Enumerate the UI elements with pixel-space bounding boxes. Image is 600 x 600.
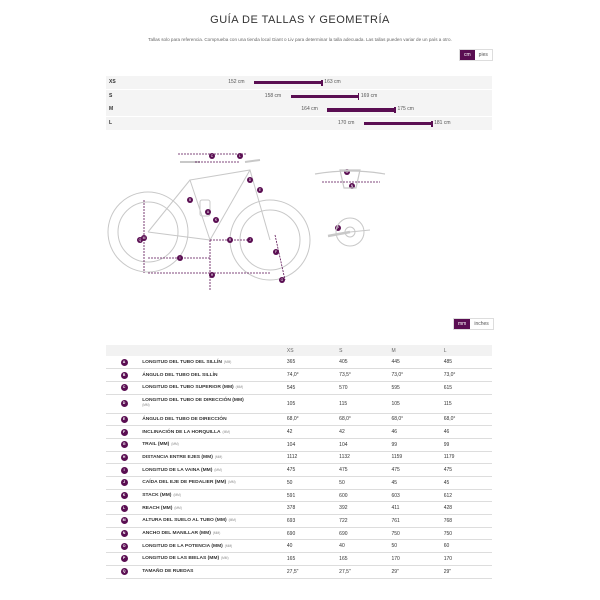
row-value: 105	[283, 394, 335, 413]
diagram-marker-letter: E	[258, 188, 262, 193]
geometry-row	[106, 540, 492, 553]
size-range-chart	[106, 76, 492, 131]
row-letter-badge: G	[121, 441, 128, 448]
row-value: 42	[335, 426, 387, 439]
size-label: XS	[109, 79, 116, 85]
row-value: 165	[283, 553, 335, 566]
diagram-marker-letter: C	[210, 154, 214, 159]
height-unit-toggle[interactable]	[459, 49, 493, 61]
row-unit: (MM)	[171, 442, 179, 447]
size-label: S	[109, 92, 113, 99]
diagram-marker-letter: G	[280, 278, 284, 283]
page-title: GUÍA DE TALLAS Y GEOMETRÍA	[210, 14, 390, 26]
column-header-m: M	[387, 345, 439, 356]
row-value: 545	[283, 381, 335, 394]
row-measurement-name: TAMAÑO DE RUEDAS	[142, 565, 283, 578]
row-value: 600	[335, 489, 387, 502]
size-max-label: 169 cm	[360, 92, 378, 99]
size-range-bar	[364, 122, 431, 125]
row-unit: (MM)	[173, 493, 181, 498]
row-value: 1159	[387, 451, 439, 464]
row-letter-badge: H	[121, 454, 128, 461]
geometry-row	[106, 464, 492, 477]
size-max-label: 175 cm	[397, 106, 414, 113]
geometry-row	[106, 426, 492, 439]
row-value: 1112	[283, 451, 335, 464]
row-value: 485	[440, 356, 492, 369]
geometry-row	[106, 553, 492, 566]
size-range-row	[106, 117, 492, 130]
size-max-label: 181 cm	[434, 120, 451, 127]
size-range-bar	[254, 81, 321, 84]
unit-option-mm[interactable]: mm	[454, 319, 470, 329]
size-min-label: 164 cm	[301, 106, 318, 113]
geometry-row	[106, 489, 492, 502]
row-unit: (MM)	[223, 359, 232, 364]
row-unit: (MM)	[214, 454, 223, 459]
size-range-row	[106, 90, 492, 103]
row-unit: (MM)	[142, 402, 150, 407]
row-value: 73,5°	[335, 369, 387, 382]
row-value: 73,0°	[387, 369, 439, 382]
unit-option-feet[interactable]: pies	[475, 50, 492, 60]
diagram-marker-letter: H	[210, 273, 214, 278]
geometry-row	[106, 369, 492, 382]
row-letter-badge: F	[121, 429, 128, 436]
row-letter-badge: N	[121, 530, 128, 537]
row-value: 104	[283, 438, 335, 451]
bike-frame-icon	[108, 160, 310, 283]
row-value: 68,0°	[387, 413, 439, 426]
row-measurement-name: TRAIL (MM) (MM)	[142, 438, 283, 451]
row-unit: (MM)	[212, 531, 221, 536]
geometry-row	[106, 356, 492, 369]
row-unit: (MM)	[228, 518, 237, 523]
row-value: 50	[283, 477, 335, 490]
row-measurement-name: LONGITUD DEL TUBO SUPERIOR (MM) (MM)	[142, 381, 283, 394]
row-value: 46	[387, 426, 439, 439]
row-value: 105	[387, 394, 439, 413]
geometry-row	[106, 438, 492, 451]
row-value: 104	[335, 438, 387, 451]
geometry-table-header	[106, 345, 492, 356]
row-letter-badge: D	[121, 400, 128, 407]
row-value: 73,0°	[440, 369, 492, 382]
row-value: 170	[440, 553, 492, 566]
row-measurement-name: LONGITUD DEL TUBO DEL SILLÍN (MM)	[142, 356, 283, 369]
row-value: 45	[440, 477, 492, 490]
row-value: 690	[335, 527, 387, 540]
row-value: 68,0°	[283, 413, 335, 426]
row-value: 50	[387, 540, 439, 553]
page-subtitle: Tallas solo para referencia. Comprueba con una tienda local Giant o Liv para determinar la talla adecuada. Las tallas pueden variar de un país a otro.	[148, 37, 452, 42]
size-min-label: 158 cm	[264, 92, 282, 99]
size-label: L	[109, 120, 113, 127]
row-value: 45	[387, 477, 439, 490]
column-header-s: S	[335, 345, 387, 356]
row-value: 750	[440, 527, 492, 540]
row-measurement-name: CAÍDA DEL EJE DE PEDALIER (MM) (MM)	[142, 477, 283, 490]
row-unit: (MM)	[222, 429, 230, 434]
row-measurement-name: ÁNGULO DEL TUBO DEL SILLÍN	[142, 369, 283, 382]
row-value: 612	[440, 489, 492, 502]
row-value: 615	[440, 381, 492, 394]
geometry-row	[106, 381, 492, 394]
row-measurement-name: LONGITUD DE LA POTENCIA (MM) (MM)	[142, 540, 283, 553]
row-value: 365	[283, 356, 335, 369]
row-value: 761	[387, 515, 439, 528]
size-range-row	[106, 103, 492, 116]
row-unit: (MM)	[221, 556, 229, 561]
geometry-row	[106, 394, 492, 413]
row-unit: (MM)	[224, 543, 233, 548]
row-measurement-name: ANCHO DEL MANILLAR (MM) (MM)	[142, 527, 283, 540]
column-header-l: L	[440, 345, 492, 356]
row-value: 392	[335, 502, 387, 515]
diagram-marker-letter: L	[239, 154, 241, 159]
size-range-bar	[291, 95, 358, 98]
crankset-diagram	[328, 218, 370, 246]
row-value: 60	[440, 540, 492, 553]
row-value: 405	[335, 356, 387, 369]
row-measurement-name: ALTURA DEL SUELO AL TUBO (MM) (MM)	[142, 515, 283, 528]
unit-option-cm[interactable]: cm	[460, 50, 475, 60]
row-value: 570	[335, 381, 387, 394]
row-unit: (MM)	[235, 385, 244, 390]
row-letter-badge: Q	[121, 568, 128, 575]
row-value: 768	[440, 515, 492, 528]
row-value: 428	[440, 502, 492, 515]
row-value: 46	[440, 426, 492, 439]
size-range-row	[106, 76, 492, 89]
geometry-table	[106, 345, 492, 579]
row-measurement-name: LONGITUD DEL TUBO DE DIRECCIÓN (MM) (MM)	[142, 394, 283, 413]
size-label: M	[109, 106, 114, 113]
row-value: 74,0°	[283, 369, 335, 382]
row-value: 750	[387, 527, 439, 540]
row-value: 165	[335, 553, 387, 566]
row-value: 603	[387, 489, 439, 502]
bike-geometry-diagram	[100, 140, 500, 300]
size-max-label: 163 cm	[324, 79, 341, 85]
row-unit: (MM)	[174, 505, 182, 510]
geometry-row	[106, 515, 492, 528]
row-letter-badge: L	[121, 505, 128, 512]
row-value: 68,0°	[440, 413, 492, 426]
row-value: 378	[283, 502, 335, 515]
geometry-row	[106, 527, 492, 540]
row-value: 170	[387, 553, 439, 566]
row-letter-badge: J	[121, 479, 128, 486]
diagram-marker-letter: F	[274, 250, 278, 255]
row-value: 722	[335, 515, 387, 528]
geometry-row	[106, 565, 492, 578]
row-value: 591	[283, 489, 335, 502]
row-letter-badge: C	[121, 384, 128, 391]
row-measurement-name: STACK (MM) (MM)	[142, 489, 283, 502]
row-value: 475	[440, 464, 492, 477]
row-value: 27,5"	[335, 565, 387, 578]
row-value: 475	[335, 464, 387, 477]
row-letter-badge: I	[121, 467, 128, 474]
diagram-marker-letter: B	[188, 198, 192, 203]
geometry-row	[106, 451, 492, 464]
geometry-row	[106, 413, 492, 426]
row-value: 29"	[387, 565, 439, 578]
diagram-marker-letter: K	[214, 218, 218, 223]
unit-option-inches[interactable]: inches	[470, 319, 492, 329]
diagram-marker-letter: A	[206, 210, 210, 215]
row-value: 475	[387, 464, 439, 477]
row-value: 1132	[335, 451, 387, 464]
row-value: 1179	[440, 451, 492, 464]
size-range-bar	[327, 108, 394, 111]
geometry-unit-toggle[interactable]	[453, 318, 494, 330]
row-value: 99	[387, 438, 439, 451]
row-value: 99	[440, 438, 492, 451]
row-measurement-name: LONGITUD DE LA VAINA (MM) (MM)	[142, 464, 283, 477]
diagram-marker-letter: Q	[138, 238, 142, 243]
row-value: 27,5"	[283, 565, 335, 578]
row-measurement-name: REACH (MM) (MM)	[142, 502, 283, 515]
row-value: 693	[283, 515, 335, 528]
row-value: 40	[283, 540, 335, 553]
row-letter-badge: M	[122, 518, 126, 523]
geometry-row	[106, 477, 492, 490]
diagram-marker-letter: P	[336, 226, 340, 231]
row-letter-badge: K	[121, 492, 128, 499]
diagram-marker-letter: D	[248, 178, 252, 183]
diagram-marker-letter: I	[179, 256, 181, 261]
size-min-label: 170 cm	[338, 120, 355, 127]
row-value: 42	[283, 426, 335, 439]
row-value: 411	[387, 502, 439, 515]
diagram-marker-letter: J	[249, 238, 251, 243]
diagram-marker-letter: O	[345, 170, 349, 175]
row-measurement-name: INCLINACIÓN DE LA HORQUILLA (MM)	[142, 426, 283, 439]
row-value: 475	[283, 464, 335, 477]
column-header-xs: XS	[283, 345, 335, 356]
diagram-marker-letter: M	[142, 236, 146, 241]
row-measurement-name: LONGITUD DE LAS BIELAS (MM) (MM)	[142, 553, 283, 566]
row-letter-badge: B	[121, 372, 128, 379]
diagram-marker-letter: R	[228, 238, 232, 243]
row-unit: (MM)	[214, 467, 222, 472]
row-value: 68,0°	[335, 413, 387, 426]
row-value: 29"	[440, 565, 492, 578]
row-value: 115	[440, 394, 492, 413]
row-value: 595	[387, 381, 439, 394]
row-measurement-name: DISTANCIA ENTRE EJES (MM) (MM)	[142, 451, 283, 464]
row-measurement-name: ÁNGULO DEL TUBO DE DIRECCIÓN	[142, 413, 283, 426]
diagram-marker-letter: N	[350, 184, 354, 189]
row-unit: (MM)	[228, 480, 236, 485]
row-letter-badge: P	[121, 555, 128, 562]
row-value: 115	[335, 394, 387, 413]
row-letter-badge: O	[121, 543, 128, 550]
row-value: 690	[283, 527, 335, 540]
row-letter-badge: E	[121, 416, 128, 423]
size-min-label: 152 cm	[228, 79, 245, 85]
geometry-row	[106, 502, 492, 515]
row-value: 50	[335, 477, 387, 490]
row-letter-badge: A	[121, 359, 128, 366]
row-value: 40	[335, 540, 387, 553]
row-value: 445	[387, 356, 439, 369]
